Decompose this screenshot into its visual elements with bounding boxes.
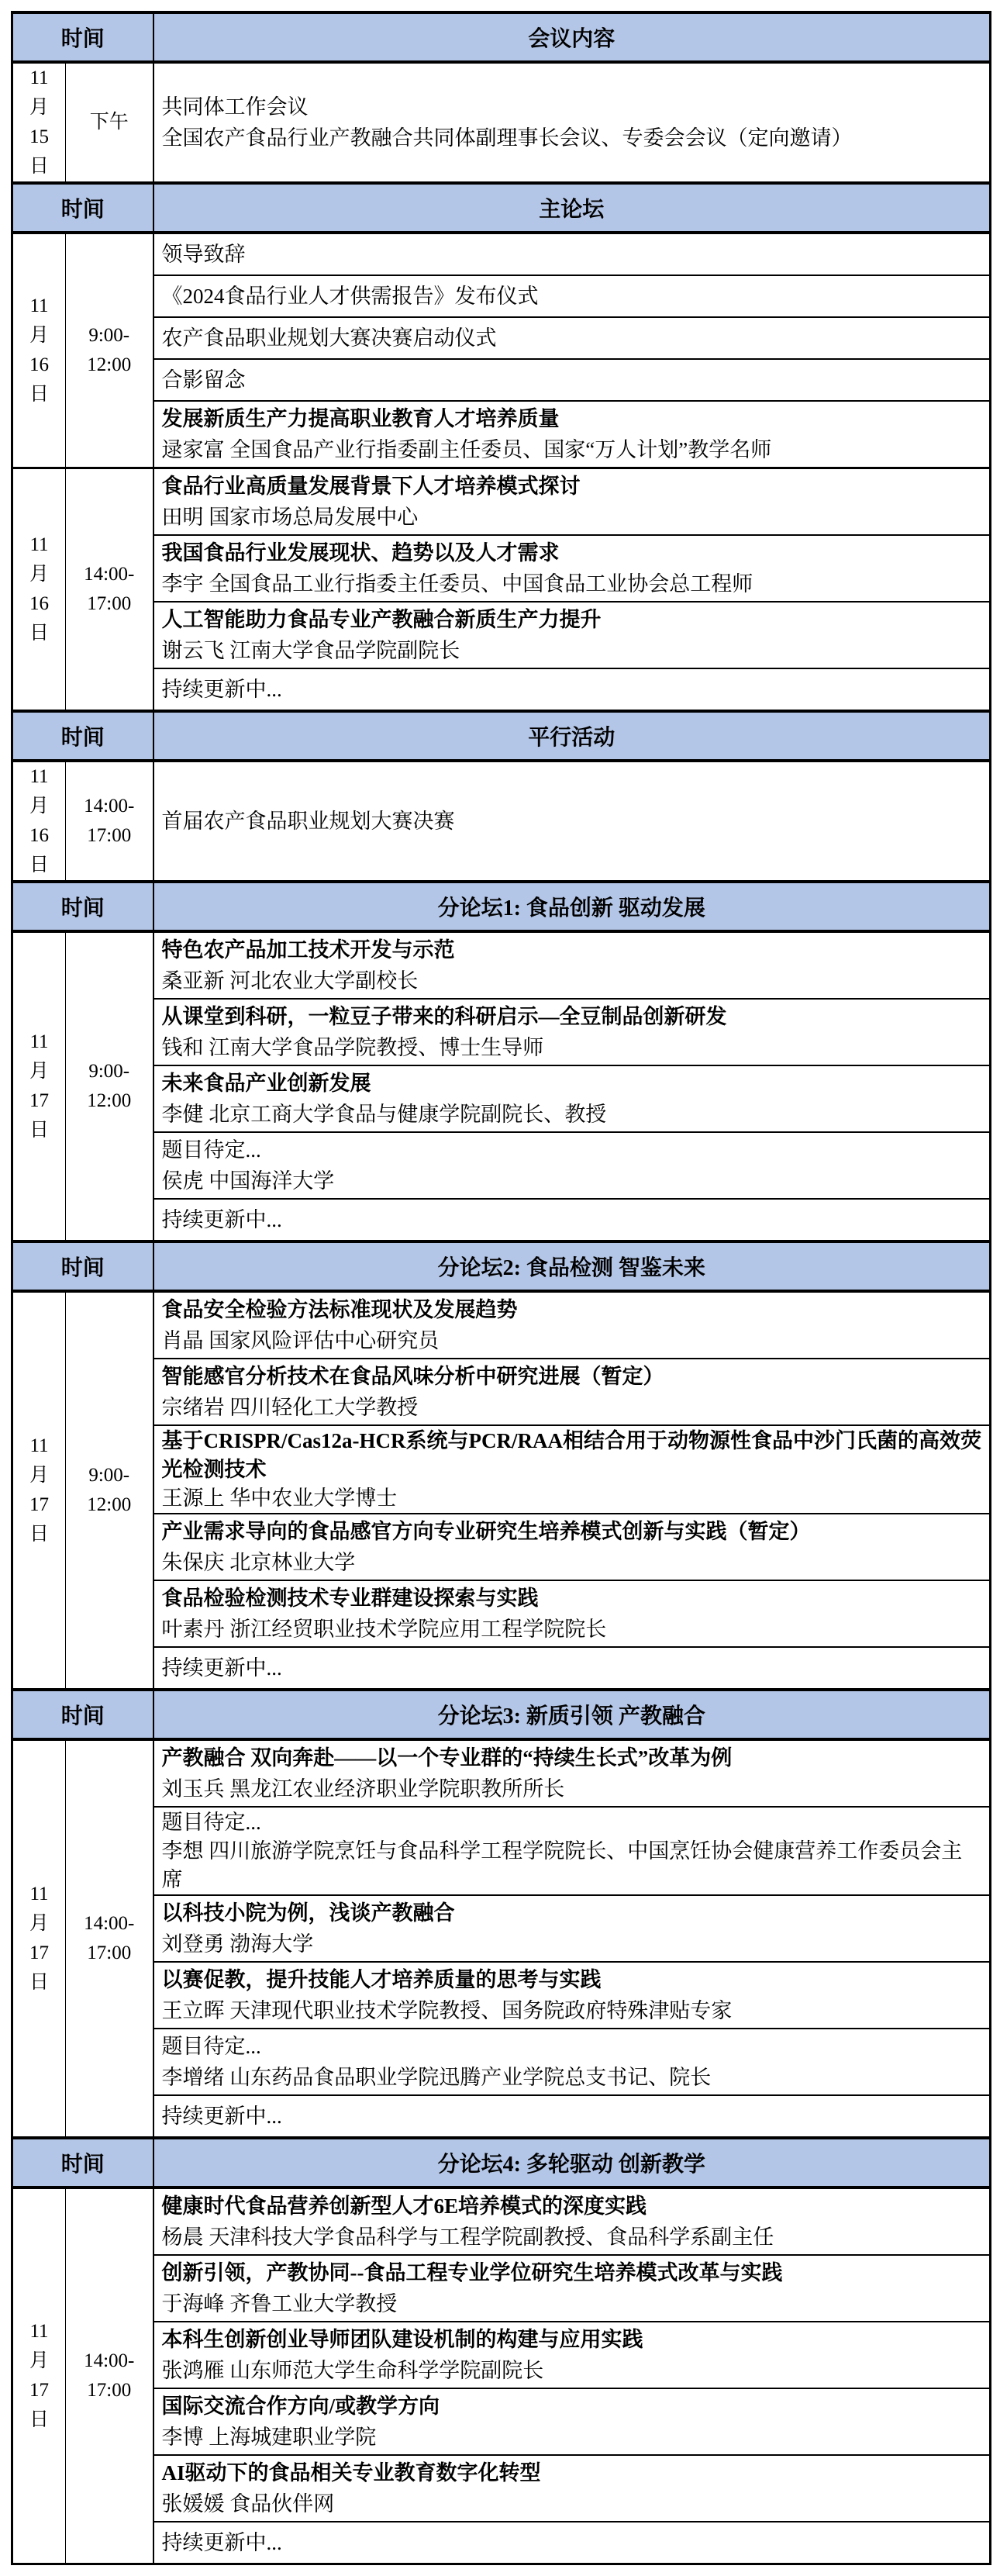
section-title: 分论坛3: 新质引领 产教融合	[153, 1690, 991, 1739]
date-line: 日	[29, 855, 49, 875]
date-line: 11	[29, 1884, 49, 1904]
schedule-row	[12, 761, 991, 882]
session-text: 《2024食品行业人才供需报告》发布仪式	[161, 285, 539, 308]
session-title: 产教融合 双向奔赴——以一个专业群的“持续生长式”改革为例	[161, 1746, 733, 1770]
session-title: 食品行业高质量发展背景下人才培养模式探讨	[161, 475, 581, 498]
content-cell	[153, 2029, 991, 2095]
section-header-row	[12, 1241, 991, 1291]
schedule-row	[12, 602, 991, 668]
content-lines	[162, 2322, 982, 2388]
session-speaker: 叶素丹 浙江经贸职业技术学院应用工程学院院长	[161, 1618, 607, 1641]
schedule-row	[12, 275, 991, 317]
time-line: 14:00-	[84, 2350, 135, 2371]
session-title: 发展新质生产力提高职业教育人才培养质量	[161, 407, 560, 430]
content-cell	[153, 2455, 991, 2522]
content-lines	[162, 1359, 982, 1424]
schedule-row	[12, 2255, 991, 2322]
session-speaker: 侯虎 中国海洋大学	[161, 1169, 335, 1193]
content-cell	[153, 468, 991, 536]
content-cell	[153, 1895, 991, 1962]
section-title: 分论坛2: 食品检测 智鉴未来	[153, 1241, 991, 1291]
content-cell	[153, 1807, 991, 1895]
schedule-row	[12, 931, 991, 999]
content-cell	[153, 535, 991, 602]
time-cell	[66, 62, 153, 183]
date-line: 日	[29, 623, 49, 644]
schedule-row	[12, 535, 991, 602]
time-line: 9:00-	[88, 1061, 130, 1082]
content-lines	[162, 772, 982, 871]
content-cell	[153, 275, 991, 317]
time-cell	[66, 931, 153, 1241]
session-text: 合影留念	[161, 368, 246, 392]
schedule-row	[12, 1647, 991, 1690]
time-line: 下午	[89, 112, 129, 133]
date-line: 17	[29, 1090, 49, 1111]
time-line: 12:00	[87, 354, 132, 375]
date-cell	[12, 1291, 66, 1690]
date-line: 11	[29, 534, 49, 555]
schedule-row	[12, 62, 991, 183]
content-lines	[162, 1648, 982, 1688]
content-lines	[162, 1200, 982, 1240]
date-line: 月	[29, 796, 49, 817]
session-speaker: 刘登勇 渤海大学	[161, 1932, 314, 1956]
time-cell	[66, 1739, 153, 2138]
content-lines	[162, 2456, 982, 2521]
date-line: 17	[29, 2380, 49, 2401]
session-title: 以赛促教，提升技能人才培养质量的思考与实践	[161, 1968, 602, 1991]
time-column-header: 时间	[12, 1241, 153, 1291]
schedule-row	[12, 668, 991, 711]
date-cell	[12, 233, 66, 468]
session-speaker: 杨晨 天津科技大学食品科学与工程学院副教授、食品科学系副主任	[161, 2226, 774, 2249]
session-text: 持续更新中...	[161, 1208, 282, 1231]
content-cell	[153, 2388, 991, 2455]
content-cell	[153, 761, 991, 882]
content-cell	[153, 1359, 991, 1425]
session-text: 题目待定...	[161, 2035, 261, 2058]
date-cell	[12, 1739, 66, 2138]
session-speaker: 王立晖 天津现代职业技术学院教授、国务院政府特殊津贴专家	[161, 1999, 733, 2022]
content-lines	[162, 1000, 982, 1065]
session-speaker: 肖晶 国家风险评估中心研究员	[161, 1329, 440, 1352]
time-column-header: 时间	[12, 2138, 153, 2188]
session-speaker: 全国农产食品行业产教融合共同体副理事长会议、专委会会议（定向邀请）	[161, 126, 853, 150]
date-line: 日	[29, 2409, 49, 2430]
content-lines	[162, 2189, 982, 2254]
content-lines	[162, 234, 982, 275]
schedule-row	[12, 233, 991, 275]
content-lines	[162, 1066, 982, 1131]
date-cell	[12, 931, 66, 1241]
time-line: 14:00-	[84, 1913, 135, 1934]
session-speaker: 刘玉兵 黑龙江农业经济职业学院职教所所长	[161, 1777, 565, 1801]
schedule-row	[12, 317, 991, 359]
content-lines	[162, 2522, 982, 2563]
content-cell	[153, 999, 991, 1065]
session-title: 智能感官分析技术在食品风味分析中研究进展（暂定）	[161, 1365, 664, 1388]
content-cell	[153, 401, 991, 468]
date-line: 16	[29, 593, 49, 614]
schedule-row	[12, 1580, 991, 1647]
content-lines	[162, 933, 982, 998]
time-cell	[66, 468, 153, 712]
session-title: 未来食品产业创新发展	[161, 1072, 371, 1095]
content-cell	[153, 1739, 991, 1807]
time-line: 17:00	[87, 2380, 132, 2401]
time-cell	[66, 233, 153, 468]
session-text: 题目待定...	[161, 1810, 261, 1834]
schedule-table	[11, 11, 991, 2565]
content-cell	[153, 1580, 991, 1647]
content-lines	[162, 1133, 982, 1198]
date-cell	[12, 62, 66, 183]
time-column-header: 时间	[12, 1690, 153, 1739]
date-line: 16	[29, 354, 49, 375]
schedule-row	[12, 359, 991, 401]
content-lines	[162, 2096, 982, 2136]
session-speaker: 李想 四川旅游学院烹饪与食品科学工程学院院长、中国烹饪协会健康营养工作委员会主席	[161, 1839, 963, 1891]
session-speaker: 宗绪岩 四川轻化工大学教授	[161, 1396, 419, 1419]
section-header-row	[12, 183, 991, 233]
date-line: 11	[29, 1435, 49, 1456]
session-title: 我国食品行业发展现状、趋势以及人才需求	[161, 541, 560, 565]
date-line: 月	[29, 1913, 49, 1934]
date-cell	[12, 2188, 66, 2564]
session-speaker: 桑亚新 河北农业大学副校长	[161, 969, 419, 993]
session-text: 持续更新中...	[161, 2531, 282, 2554]
date-line: 17	[29, 1942, 49, 1963]
section-header-row	[12, 1690, 991, 1739]
time-cell	[66, 1291, 153, 1690]
content-lines	[162, 2029, 982, 2094]
content-cell	[153, 359, 991, 401]
time-line: 12:00	[87, 1090, 132, 1111]
session-speaker: 于海峰 齐鲁工业大学教授	[161, 2292, 398, 2315]
date-line: 月	[29, 2350, 49, 2371]
schedule-row	[12, 2388, 991, 2455]
session-title: 食品检验检测技术专业群建设探索与实践	[161, 1587, 539, 1610]
schedule-row	[12, 1514, 991, 1580]
schedule-row	[12, 2188, 991, 2255]
time-line: 14:00-	[84, 796, 135, 817]
session-title: 健康时代食品营养创新型人才6E培养模式的深度实践	[161, 2194, 647, 2218]
session-text: 持续更新中...	[161, 1656, 282, 1680]
time-cell	[66, 2188, 153, 2564]
schedule-row	[12, 1739, 991, 1807]
content-cell	[153, 931, 991, 999]
content-cell	[153, 1199, 991, 1241]
schedule-row	[12, 1199, 991, 1241]
session-title: 本科生创新创业导师团队建设机制的构建与应用实践	[161, 2328, 643, 2351]
content-cell	[153, 1962, 991, 2029]
session-title: 产业需求导向的食品感官方向专业研究生培养模式创新与实践（暂定）	[161, 1520, 811, 1543]
schedule-row	[12, 1291, 991, 1359]
session-speaker: 李增绪 山东药品食品职业学院迅腾产业学院总支书记、院长	[161, 2066, 712, 2089]
content-lines	[162, 1293, 982, 1358]
content-lines	[162, 1581, 982, 1646]
content-cell	[153, 1647, 991, 1690]
schedule-row	[12, 1807, 991, 1895]
session-text: 首届农产食品职业规划大赛决赛	[161, 810, 455, 833]
content-cell	[153, 668, 991, 711]
date-cell	[12, 761, 66, 882]
schedule-row	[12, 1895, 991, 1962]
content-lines	[162, 1896, 982, 1961]
session-title: 以科技小院为例，浅谈产教融合	[161, 1901, 455, 1925]
session-title: 食品安全检验方法标准现状及发展趋势	[161, 1298, 518, 1321]
date-line: 16	[29, 825, 49, 846]
session-title: 人工智能助力食品专业产教融合新质生产力提升	[161, 608, 602, 631]
session-text: 持续更新中...	[161, 678, 282, 701]
content-lines	[162, 276, 982, 316]
content-lines	[162, 73, 982, 172]
session-speaker: 田明 国家市场总局发展中心	[161, 506, 419, 529]
time-line: 14:00-	[84, 564, 135, 585]
session-text: 共同体工作会议	[161, 95, 309, 119]
content-cell	[153, 2095, 991, 2138]
session-speaker: 李博 上海城建职业学院	[161, 2426, 377, 2449]
content-lines	[162, 318, 982, 358]
time-column-header: 时间	[12, 882, 153, 931]
section-header-row	[12, 882, 991, 931]
session-text: 持续更新中...	[161, 2105, 282, 2128]
content-cell	[153, 2322, 991, 2388]
date-line: 11	[29, 766, 49, 787]
section-title: 主论坛	[153, 183, 991, 233]
content-cell	[153, 1514, 991, 1580]
schedule-row	[12, 2095, 991, 2138]
schedule-row	[12, 1359, 991, 1425]
session-title: 国际交流合作方向/或教学方向	[161, 2395, 440, 2418]
content-lines	[162, 402, 982, 467]
content-cell	[153, 317, 991, 359]
schedule-row	[12, 2029, 991, 2095]
content-lines	[162, 2389, 982, 2454]
date-line: 日	[29, 156, 49, 177]
date-line: 月	[29, 325, 49, 346]
content-lines	[162, 1426, 982, 1513]
session-text: 题目待定...	[161, 1138, 261, 1162]
time-column-header: 时间	[12, 12, 153, 62]
time-column-header: 时间	[12, 183, 153, 233]
content-cell	[153, 1065, 991, 1132]
content-lines	[162, 469, 982, 534]
time-line: 17:00	[87, 825, 132, 846]
schedule-row	[12, 1132, 991, 1199]
date-line: 日	[29, 384, 49, 405]
session-speaker: 朱保庆 北京林业大学	[161, 1551, 356, 1574]
section-title: 平行活动	[153, 711, 991, 761]
content-cell	[153, 2522, 991, 2564]
date-line: 月	[29, 97, 49, 118]
content-lines	[162, 1808, 982, 1894]
section-title: 分论坛1: 食品创新 驱动发展	[153, 882, 991, 931]
session-title: 创新引领，产教协同--食品工程专业学位研究生培养模式改革与实践	[161, 2261, 783, 2284]
time-line: 9:00-	[88, 1465, 130, 1486]
date-line: 日	[29, 1524, 49, 1545]
section-title: 分论坛4: 多轮驱动 创新教学	[153, 2138, 991, 2188]
date-line: 11	[29, 67, 49, 88]
date-line: 17	[29, 1494, 49, 1515]
time-line: 12:00	[87, 1494, 132, 1515]
content-cell	[153, 1291, 991, 1359]
content-cell	[153, 2188, 991, 2255]
content-lines	[162, 603, 982, 668]
date-line: 11	[29, 295, 49, 316]
time-cell	[66, 761, 153, 882]
content-lines	[162, 1741, 982, 1806]
date-line: 15	[29, 126, 49, 147]
content-cell	[153, 62, 991, 183]
content-lines	[162, 1514, 982, 1580]
session-speaker: 张鸿雁 山东师范大学生命科学学院副院长	[161, 2359, 544, 2382]
schedule-row	[12, 2322, 991, 2388]
session-speaker: 谢云飞 江南大学食品学院副院长	[161, 639, 460, 662]
session-speaker: 李健 北京工商大学食品与健康学院副院长、教授	[161, 1103, 607, 1126]
time-column-header: 时间	[12, 711, 153, 761]
schedule-row	[12, 999, 991, 1065]
content-lines	[162, 360, 982, 400]
content-lines	[162, 536, 982, 601]
date-line: 11	[29, 2321, 49, 2342]
session-speaker: 钱和 江南大学食品学院教授、博士生导师	[161, 1036, 544, 1059]
content-lines	[162, 2256, 982, 2321]
time-line: 17:00	[87, 1942, 132, 1963]
schedule-row	[12, 468, 991, 536]
content-cell	[153, 233, 991, 275]
session-speaker: 张媛媛 食品伙伴网	[161, 2492, 335, 2516]
session-title: 基于CRISPR/Cas12a-HCR系统与PCR/RAA相结合用于动物源性食品中沙门氏菌的高效荧光检测技术	[161, 1428, 982, 1481]
date-line: 11	[29, 1031, 49, 1052]
content-cell	[153, 1425, 991, 1514]
date-line: 月	[29, 564, 49, 585]
session-title: AI驱动下的食品相关专业教育数字化转型	[161, 2461, 541, 2484]
session-speaker: 李宇 全国食品工业行指委主任委员、中国食品工业协会总工程师	[161, 572, 753, 596]
section-header-row	[12, 711, 991, 761]
session-text: 农产食品职业规划大赛决赛启动仪式	[161, 326, 497, 350]
section-header-row	[12, 12, 991, 62]
schedule-table-body	[12, 12, 991, 2564]
schedule-row	[12, 1065, 991, 1132]
content-cell	[153, 602, 991, 668]
time-line: 9:00-	[88, 325, 130, 346]
schedule-row	[12, 401, 991, 468]
section-header-row	[12, 2138, 991, 2188]
section-title: 会议内容	[153, 12, 991, 62]
session-text: 领导致辞	[161, 243, 246, 266]
date-line: 日	[29, 1972, 49, 1993]
date-line: 月	[29, 1465, 49, 1486]
content-cell	[153, 1132, 991, 1199]
session-title: 从课堂到科研，一粒豆子带来的科研启示—全豆制品创新研发	[161, 1005, 727, 1028]
schedule-row	[12, 1962, 991, 2029]
session-title: 特色农产品加工技术开发与示范	[161, 938, 455, 962]
content-cell	[153, 2255, 991, 2322]
date-cell	[12, 468, 66, 712]
content-lines	[162, 669, 982, 710]
content-lines	[162, 1963, 982, 2028]
schedule-row	[12, 2522, 991, 2564]
schedule-row	[12, 1425, 991, 1514]
session-speaker: 逯家富 全国食品产业行指委副主任委员、国家“万人计划”教学名师	[161, 438, 772, 461]
session-speaker: 王源上 华中农业大学博士	[161, 1486, 398, 1510]
schedule-row	[12, 2455, 991, 2522]
date-line: 月	[29, 1061, 49, 1082]
time-line: 17:00	[87, 593, 132, 614]
date-line: 日	[29, 1120, 49, 1141]
